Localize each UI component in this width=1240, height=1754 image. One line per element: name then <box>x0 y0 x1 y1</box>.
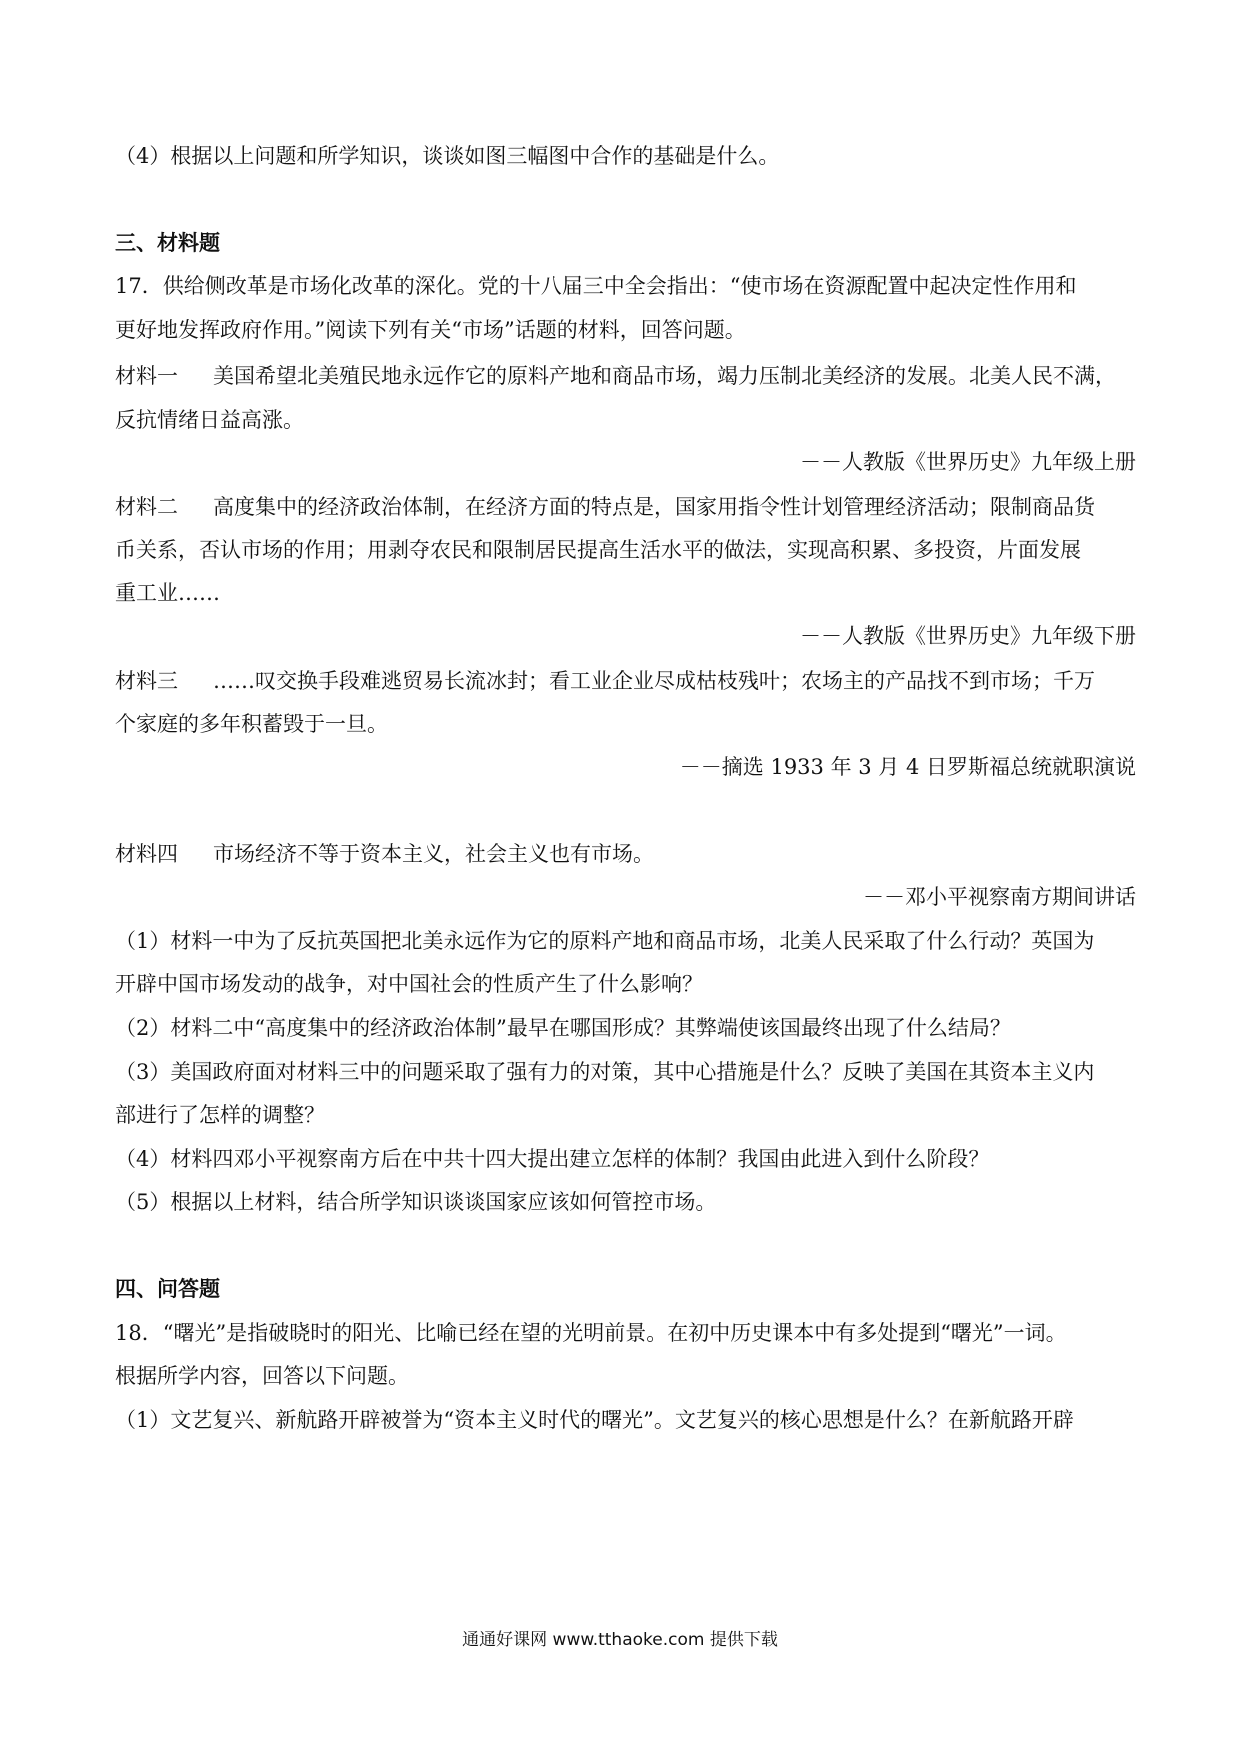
material-1-line-2: 反抗情绪日益高涨。 <box>115 408 304 432</box>
question-17-5: （5）根据以上材料，结合所学知识谈谈国家应该如何管控市场。 <box>115 1190 717 1214</box>
question-17-2: （2）材料二中“高度集中的经济政治体制”最早在哪国形成？其弊端使该国最终出现了什么结局？ <box>115 1016 1011 1040</box>
material-3-source: －－摘选 1933 年 3 月 4 日罗斯福总统就职演说 <box>679 755 1136 779</box>
section-heading-materials: 三、材料题 <box>115 231 220 255</box>
question-18-1-line-1: （1）文艺复兴、新航路开辟被誉为“资本主义时代的曙光”。文艺复兴的核心思想是什么？在新航路开辟 <box>115 1408 1074 1432</box>
question-18-intro-line-2: 根据所学内容，回答以下问题。 <box>115 1364 409 1388</box>
material-2-source: －－人教版《世界历史》九年级下册 <box>800 624 1136 648</box>
question-18-intro-line-1: 18．“曙光”是指破晓时的阳光、比喻已经在望的光明前景。在初中历史课本中有多处提到“曙光”一词。 <box>115 1321 1067 1345</box>
question-17-3-line-2: 部进行了怎样的调整？ <box>115 1103 325 1127</box>
question-17-intro-line-1: 17．供给侧改革是市场化改革的深化。党的十八届三中全会指出：“使市场在资源配置中起决定性作用和 <box>115 274 1077 298</box>
material-3-label: 材料三 <box>115 669 178 693</box>
question-16-4: （4）根据以上问题和所学知识，谈谈如图三幅图中合作的基础是什么。 <box>115 144 780 168</box>
material-2-label: 材料二 <box>115 495 178 519</box>
page-footer: 通通好课网 www.tthaoke.com 提供下载 <box>462 1630 778 1650</box>
material-3-text: ……叹交换手段难逃贸易长流冰封；看工业企业尽成枯枝残叶；农场主的产品找不到市场；千万 <box>213 669 1095 693</box>
material-4-line-1 <box>115 839 1135 869</box>
question-17-3-line-1: （3）美国政府面对材料三中的问题采取了强有力的对策，其中心措施是什么？反映了美国在其资本主义内 <box>115 1060 1095 1084</box>
material-3-line-1 <box>115 666 1135 696</box>
section-heading-qa: 四、问答题 <box>115 1277 220 1301</box>
material-2-text: 高度集中的经济政治体制，在经济方面的特点是，国家用指令性计划管理经济活动；限制商品货 <box>213 495 1095 519</box>
material-3-line-2: 个家庭的多年积蓄毁于一旦。 <box>115 712 388 736</box>
material-4-text: 市场经济不等于资本主义，社会主义也有市场。 <box>213 842 654 866</box>
question-17-1-line-1: （1）材料一中为了反抗英国把北美永远作为它的原料产地和商品市场，北美人民采取了什么行动？英国为 <box>115 929 1095 953</box>
material-4-label: 材料四 <box>115 842 178 866</box>
question-17-1-line-2: 开辟中国市场发动的战争，对中国社会的性质产生了什么影响？ <box>115 972 703 996</box>
question-17-4: （4）材料四邓小平视察南方后在中共十四大提出建立怎样的体制？我国由此进入到什么阶段？ <box>115 1147 990 1171</box>
material-1-line-1 <box>115 361 1135 391</box>
material-2-line-1 <box>115 492 1135 522</box>
material-4-source: －－邓小平视察南方期间讲话 <box>863 885 1136 909</box>
material-1-text: 美国希望北美殖民地永远作它的原料产地和商品市场，竭力压制北美经济的发展。北美人民不满， <box>213 364 1116 388</box>
material-2-line-3: 重工业…… <box>115 581 220 605</box>
material-1-source: －－人教版《世界历史》九年级上册 <box>800 450 1136 474</box>
question-17-intro-line-2: 更好地发挥政府作用。”阅读下列有关“市场”话题的材料，回答问题。 <box>115 318 746 342</box>
material-2-line-2: 币关系，否认市场的作用；用剥夺农民和限制居民提高生活水平的做法，实现高积累、多投资，片面发展 <box>115 538 1081 562</box>
material-1-label: 材料一 <box>115 364 178 388</box>
